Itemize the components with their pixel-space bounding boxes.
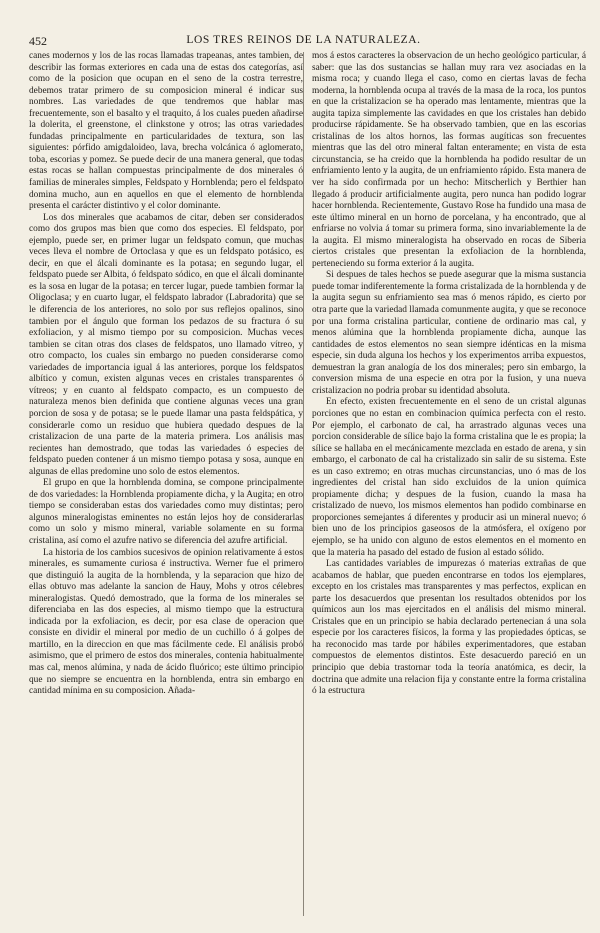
paragraph: canes modernos y los de las rocas llamadas trapeanas, antes tambien, de describir las formas exteriores en cada una de estas dos categorías, así como de la posicion que ocupan en el seno de la costra terrestre, debemos tratar primero de su composicion mineral é indicar sus nombres. Las variedades de que tendremos que hablar mas frecuentemente, son el basalto y el traquito, á los cuales pueden añadirse la dolerita, el greenstone, el clinkstone y otros; las otras variedades fundadas principalmente en particularidades de textura, son las siguientes: pórfido amigdaloideo, lava, brecha volcánica ó aglomerato, toba, escorias y pomez. Se puede decir de una manera general, que todas estas rocas se hallan compuestas principalmente de dos minerales ó familias de minerales simples, Feldspato y Hornblenda; pero el feldspato domina mucho, aun en aquellos en que el elemento de hornblenda presenta el carácter distintivo y el color dominante. <box>29 51 303 212</box>
paragraph: Si despues de tales hechos se puede asegurar que la misma sustancia puede tomar indiferentemente la forma cristalizada de la hornblenda y de la augita segun su enfriamiento sea mas ó menos rápido, es cierto por otra parte que la variedad llamada comunmente augita, y que se reconoce por una forma cristalina particular, contiene de ordinario mas cal, y menos alúmina que la hornblenda propiamente dicha, aunque las cantidades de estos elementos no sean siempre idénticas en la misma especie, sin duda alguna los hechos y los experimentos arriba expuestos, demuestran la gran analogía de los dos minerales; pero sin embargo, la conversion misma de una especie en otra por la fusion, y una nueva cristalizacion no podria probar su identidad absoluta. <box>312 270 586 396</box>
paragraph: Las cantidades variables de impurezas ó materias extrañas de que acabamos de hablar, que pueden encontrarse en todos los ejemplares, excepto en los cristales mas transparentes y mas perfectos, explican en parte los desacuerdos que presentan los resultados obtenidos por los químicos aun los mas ejercitados en el análisis del mismo mineral. Cristales que en un principio se habia declarado pertenecian á una sola especie por los caracteres físicos, la forma y las propiedades ópticas, se ha reconocido mas tarde por hábiles experimentadores, que estaban compuestos de elementos distintos. Este desacuerdo pareció en un principio que debia trastornar toda la teoría anatómica, es decir, la doctrina que admite una relacion fija y constante entre la forma cristalina ó la estructura <box>312 559 586 697</box>
column-divider <box>303 52 304 916</box>
running-title: LOS TRES REINOS DE LA NATURALEZA. <box>186 34 421 46</box>
paragraph: mos á estos caracteres la observacion de un hecho geológico particular, á saber: que las dos sustancias se hallan muy rara vez asociadas en la misma roca; y cuando llega el caso, como en ciertas lavas de fecha moderna, la hornblenda ocupa al través de la masa de la roca, los puntos en que la cristalizacion se ha operado mas lentamente, mientras que la augita tapiza simplemente las cavidades en que los cristales han debido producirse rápidamente. Se ha observado tambien, que en las escorias cristalinas de los altos hornos, las formas augíticas son frecuentes mientras que las del otro mineral faltan enteramente; en vista de esta circunstancia, se ha creido que la hornblenda ha podido resultar de un enfriamiento lento y la augita, de un enfriamiento rápido. Esta manera de ver ha sido confirmada por un hecho: Mitscherlich y Berthier han llegado á producir artificialmente augita, pero nunca han podido lograr hacer hornblenda. Recientemente, Gustavo Rose ha fundido una masa de este último mineral en un horno de porcelana, y ha encontrado, que al enfriarse no volvia á tomar su primera forma, sino invariablemente la de la augita. El mismo mineralogista ha observado en rocas de Siberia ciertos cristales que presentan la exfoliacion de la hornblenda, perteneciendo su forma exterior á la augita. <box>312 51 586 269</box>
left-column <box>29 51 303 917</box>
paragraph: En efecto, existen frecuentemente en el seno de un cristal algunas porciones que no estan en combinacion química perfecta con el resto. Por ejemplo, el carbonato de cal, ha arrastrado algunas veces una porcion considerable de sílice bajo la forma cristalina que le es propia; la sílice se hallaba en el mecánicamente mezclada en estado de arena, y sin embargo, el carbonato de cal ha cristalizado sin salir de su sistema. Este es un caso extremo; en otras muchas circunstancias, uno ó mas de los ingredientes del cristal han sido excluidos de la union química propiamente dicha; y despues de la fusion, cuando la masa ha cristalizado de nuevo, los mismos elementos han podido combinarse en proporciones semejantes á diferentes y producir asi un mineral nuevo; ó bien uno de los principios gaseosos de la atmósfera, el oxígeno por ejemplo, se ha unido con alguno de estos elementos en el momento en que la materia ha pasado del estado de fusion al estado sólido. <box>312 397 586 558</box>
paragraph: Los dos minerales que acabamos de citar, deben ser considerados como dos grupos mas bien que como dos especies. El feldspato, por ejemplo, puede ser, en primer lugar un feldspato comun, que muchas veces lleva el nombre de Ortoclasa y que es un feldspato potásico, es decir, en que el álcali dominante es la potasa; en segundo lugar, el feldspato puede ser Albita, ó feldspato sódico, en que el álcali dominante es la sosa en lugar de la potasa; en tercer lugar, puede tambien formar la Oligoclasa; y en cuarto lugar, el feldspato labrador (Labradorita) que se le diferencia de los anteriores, no solo por sus reflejos opalinos, sino tambien por el ángulo que forman los pedazos de su fractura ó su exfoliacion, y al mismo tiempo por su composicion. Muchas veces tambien se citan otras dos clases de feldspatos, uno llamado vítreo, y otro compacto, los cuales sin embargo no pueden considerarse como variedades de importancia igual á las anteriores, porque los feldspatos albítico y comun, existen algunas veces en cristales transparentes ó vítreos; y en cuanto al feldspato compacto, es un compuesto de naturaleza menos bien definida que contiene algunas veces una gran porcion de sosa y de potasa; se le puede llamar una pasta feldspática, y considerarle como un residuo que hubiera quedado despues de la cristalizacion de una parte de la materia primera. Los análisis mas recientes han demostrado, que todas las variedades ó especies de feldspato pueden contener á un mismo tiempo potasa y sosa, aunque en algunas de ellas predomine uno solo de estos elementos. <box>29 212 303 477</box>
paragraph: El grupo en que la hornblenda domina, se compone principalmente de dos variedades: la Hornblenda propiamente dicha, y la Augita; en otro tiempo se consideraban estas dos variedades como muy distintas; pero algunos mineralogistas eminentes no están lejos hoy de considerarlas como un solo y mismo mineral, variable solamente en su forma cristalina, así como el azufre nativo se diferencia del azufre artificial. <box>29 478 303 546</box>
running-header <box>29 34 578 50</box>
page-number: 452 <box>29 34 47 48</box>
right-column <box>312 51 586 917</box>
paragraph: La historia de los cambios sucesivos de opinion relativamente á estos minerales, es sumamente curiosa é instructiva. Werner fue el primero que distinguió la augita de la hornblenda, y la separacion que hizo de ellas obtuvo mas adelante la sancion de Hauy, Mohs y otros célebres mineralogistas. Quedó demostrado, que la forma de los minerales se diferenciaba en las dos especies, al mismo tiempo que la estructura indicada por la exfoliacion, es decir, por esa clase de operacion que consiste en dividir el mineral por medio de un cuchillo ó á golpes de martillo, en la direccion en que mas fácilmente cede. El análisis probó asimismo, que el primero de estos dos minerales, contenia habitualmente mas cal, menos alúmina, y nada de ácido fluórico; este último principio que no siempre se encuentra en la hornblenda, entra sin embargo en cantidad mínima en su composicion. Añada- <box>29 547 303 697</box>
